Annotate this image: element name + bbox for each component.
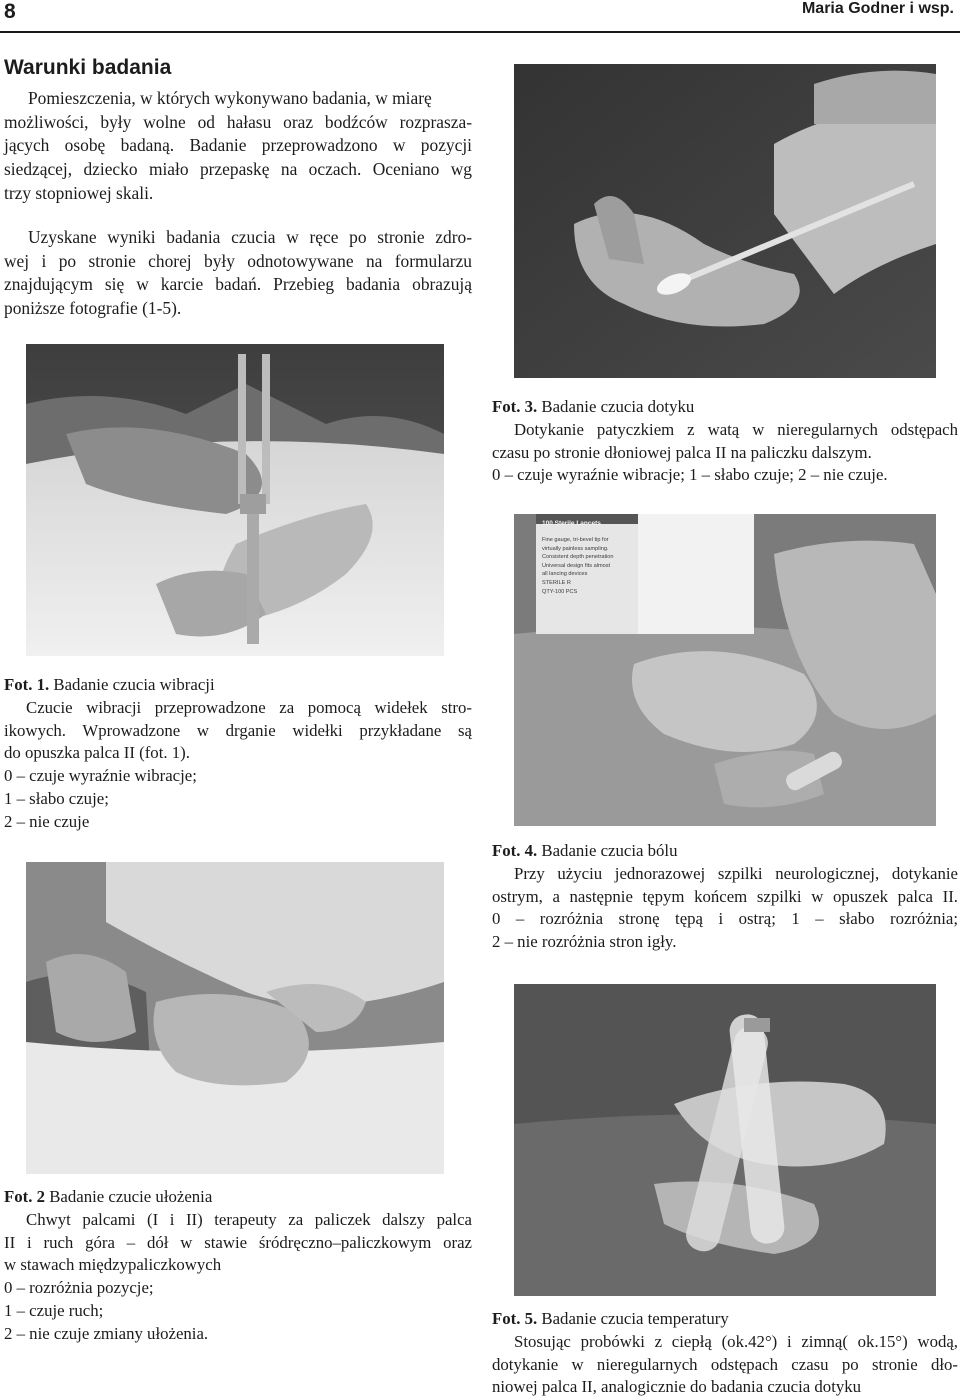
caption-fot1	[4, 674, 472, 834]
paragraph-line: Uzyskane wyniki badania czucia w ręce po stronie zdro-	[28, 227, 472, 247]
caption-line: 0 – rozróżnia stronę tępą i ostrą; 1 – słabo rozróżnia;	[492, 909, 958, 929]
caption-line: 0 – czuje wyraźnie wibracje; 1 – słabo czuje; 2 – nie czuje.	[492, 465, 888, 485]
caption-line: 1 – czuje ruch;	[4, 1300, 104, 1320]
caption-fot2	[4, 1186, 472, 1346]
lancet-package-line: virtually painless sampling.	[542, 545, 609, 552]
cotton-swab-photo-icon	[514, 64, 936, 378]
caption-line: 2 – nie czuje	[4, 811, 90, 831]
running-head-authors: Maria Godner i wsp.	[801, 0, 954, 17]
caption-fot3	[492, 396, 958, 487]
caption-line: 1 – słabo czuje;	[4, 788, 109, 808]
caption-line: 0 – rozróżnia pozycje;	[4, 1278, 154, 1298]
photo-position-test	[26, 862, 444, 1174]
caption-title: Badanie czucia temperatury	[537, 1309, 729, 1328]
caption-label: Fot. 3.	[492, 397, 538, 416]
caption-title: Badanie czucie ułożenia	[45, 1187, 213, 1206]
caption-title: Badanie czucia wibracji	[49, 675, 215, 694]
caption-line: Chwyt palcami (I i II) terapeuty za paliczek dalszy palca	[26, 1209, 472, 1229]
test-tubes-temperature-photo-icon	[514, 984, 936, 1296]
caption-line: dotykanie w nieregularnych odstępach czasu po stronie dło-	[492, 1354, 958, 1374]
header-rule	[0, 31, 960, 33]
lancet-package-line: all lancing devices	[542, 571, 588, 578]
caption-line: ostrym, a następnie tępym końcem szpilki w opuszek palca II.	[492, 886, 958, 906]
lancet-package-line: Fine gauge, tri-bevel tip for	[542, 537, 609, 543]
photo-vibration-test	[26, 344, 444, 656]
caption-title: Badanie czucia bólu	[537, 841, 678, 860]
caption-line: do opuszka palca II (fot. 1).	[4, 743, 190, 763]
section-heading: Warunki badania	[4, 56, 172, 79]
caption-line: 2 – nie rozróżnia stron igły.	[492, 932, 677, 952]
lancet-package-line: QTY-100 PCS	[542, 588, 578, 595]
caption-line: niowej palca II, analogicznie do badania czucia dotyku	[492, 1377, 862, 1397]
lancet-package-line: STERILE R	[542, 579, 571, 586]
caption-label: Fot. 4.	[492, 841, 538, 860]
caption-line: 2 – nie czuje zmiany ułożenia.	[4, 1323, 209, 1343]
paragraph-line: trzy stopniowej skali.	[4, 182, 154, 203]
paragraph-line: jących osobę badaną. Badanie przeprowadzono w pozycji	[4, 135, 472, 156]
caption-title: Badanie czucia dotyku	[537, 397, 695, 416]
photo-touch-test	[514, 64, 936, 378]
caption-label: Fot. 2	[4, 1187, 46, 1206]
lancet-package-text	[542, 536, 638, 596]
paragraph-line: wej i po stronie chorej były odnotowywane na formularzu	[4, 250, 472, 271]
page-number: 8	[4, 0, 16, 23]
caption-line: Stosując probówki z ciepłą (ok.42°) i zimną( ok.15°) wodą,	[514, 1331, 958, 1351]
paragraph-line: możliwości, były wolne od hałasu oraz bodźców rozprasza-	[4, 111, 472, 132]
lancet-package-brand: 100 Sterile Lancets	[542, 520, 601, 527]
finger-joint-position-photo-icon	[26, 862, 444, 1174]
paragraph-line: znajdującym się w karcie badań. Przebieg badania obrazują	[4, 274, 472, 295]
paragraph-line: Pomieszczenia, w których wykonywano badania, w miarę	[28, 88, 432, 108]
caption-line: Czucie wibracji przeprowadzone za pomocą widełek stro-	[26, 697, 472, 717]
caption-label: Fot. 5.	[492, 1309, 538, 1328]
caption-fot4	[492, 840, 958, 954]
paragraph-line: siedzącej, dziecko miało przepaskę na oczach. Oceniano wg	[4, 159, 472, 180]
caption-line: ikowych. Wprowadzone w drganie widełki przykładane są	[4, 720, 472, 740]
lancet-package-line: Universal design fits almost	[542, 562, 611, 569]
caption-fot5	[492, 1308, 958, 1399]
caption-line: w stawach międzypaliczkowych	[4, 1255, 222, 1275]
photo-pain-test	[514, 514, 936, 826]
paragraph-results	[4, 226, 472, 321]
paragraph-conditions	[4, 87, 472, 206]
paragraph-line: poniższe fotografie (1-5).	[4, 298, 182, 319]
photo-temperature-test	[514, 984, 936, 1296]
lancet-package-line: Consistent depth penetration	[542, 554, 614, 561]
caption-line: czasu po stronie dłoniowej palca II na paliczku dalszym.	[492, 442, 872, 462]
caption-label: Fot. 1.	[4, 675, 50, 694]
tuning-fork-photo-icon	[26, 344, 444, 656]
caption-line: 0 – czuje wyraźnie wibracje;	[4, 766, 197, 786]
caption-line: Przy użyciu jednorazowej szpilki neurologicznej, dotykanie	[514, 863, 958, 883]
caption-line: Dotykanie patyczkiem z watą w nieregularnych odstępach	[514, 419, 958, 439]
caption-line: II i ruch góra – dół w stawie śródręczno–paliczkowym oraz	[4, 1232, 472, 1252]
